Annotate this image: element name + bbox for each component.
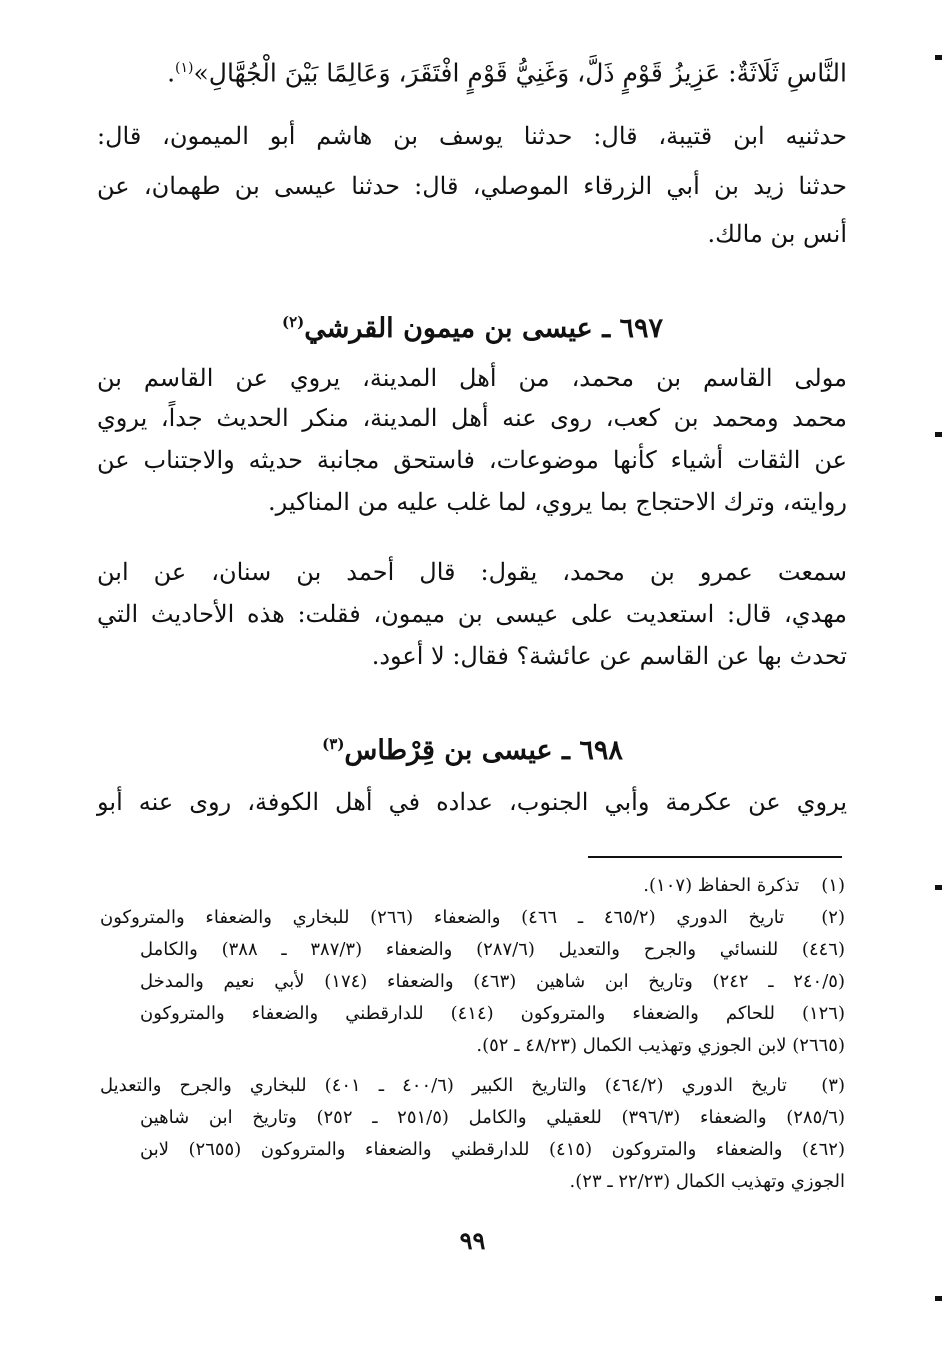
footnote-2-number: (٢) <box>821 907 845 928</box>
entry-697-heading <box>0 300 945 351</box>
footnote-1 <box>100 870 845 902</box>
footnote-3-text-1: تاريخ الدوري (٤٦٤/٢) والتاريخ الكبير (٤٠٠/٦ ـ ٤٠١) للبخاري والجرح والتعديل <box>100 1075 787 1096</box>
footnote-2-text-1: تاريخ الدوري (٤٦٥/٢ ـ ٤٦٦) والضعفاء (٢٦٦) للبخاري والضعفاء والمتروكون <box>100 907 785 928</box>
hadith-period: . <box>167 58 176 88</box>
page-number: ٩٩ <box>459 1226 486 1255</box>
entry-697-line-7: تحدث بها عن القاسم عن عائشة؟ فقال: لا أعود. <box>371 642 847 670</box>
entry-697-title: ٦٩٧ ـ عيسى بن ميمون القرشي <box>304 313 664 344</box>
entry-697-line-4: روايته، وترك الاحتجاج بما يروي، لما غلب عليه من المناكير. <box>268 488 847 516</box>
chain-line-3: أنس بن مالك. <box>707 220 847 248</box>
entry-697-line-5: سمعت عمرو بن محمد، يقول: قال أحمد بن سنان، عن ابن <box>97 558 847 586</box>
entry-698-title: ٦٩٨ ـ عيسى بن قِرْطاس <box>344 735 623 766</box>
footnote-2-line-2: (٤٤٦) للنسائي والجرح والتعديل (٢٨٧/٦) والضعفاء (٣٨٧/٣ ـ ٣٨٨) والكامل <box>140 939 846 960</box>
entry-698-footnote-ref: (٣) <box>322 735 345 753</box>
footnote-2-line-1 <box>100 902 845 934</box>
entry-698-line-1: يروي عن عكرمة وأبي الجنوب، عداده في أهل الكوفة، روى عنه أبو <box>97 788 848 816</box>
footnote-3-line-1 <box>100 1070 845 1102</box>
entry-697-line-3: عن الثقات أشياء كأنها موضوعات، فاستحق مجانبة حديثه والاجتناب عن <box>97 446 847 474</box>
footnote-3-line-2: (٢٨٥/٦) والضعفاء (٣٩٦/٣) للعقيلي والكامل (٢٥١/٥ ـ ٢٥٢) وتاريخ ابن شاهين <box>140 1107 846 1128</box>
footnote-3-line-4: الجوزي وتهذيب الكمال (٢٢/٢٣ ـ ٢٣). <box>569 1171 845 1192</box>
entry-697-line-2: محمد ومحمد بن كعب، روى عنه أهل المدينة، منكر الحديث جداً، يروي <box>97 404 847 432</box>
chain-line-2: حدثنا زيد بن أبي الزرقاء الموصلي، قال: حدثنا عيسى بن طهمان، عن <box>97 172 847 200</box>
footnote-1-number: (١) <box>821 875 845 896</box>
scan-edge-mark <box>935 55 942 60</box>
scan-edge-mark <box>935 1296 942 1301</box>
hadith-quote: النَّاسِ ثَلَاثَةٌ: عَزِيزُ قَوْمٍ ذَلَّ، وَغَنِيُّ قَوْمٍ افْتَقَرَ، وَعَالِمًا بَيْنَ الْجُهَّالِ» <box>193 58 847 88</box>
hadith-footnote-ref: (١) <box>175 60 194 76</box>
entry-697-line-6: مهدي، قال: استعديت على عيسى بن ميمون، فقلت: هذه الأحاديث التي <box>97 600 847 628</box>
footnote-separator <box>588 856 842 858</box>
entry-697-line-1: مولى القاسم بن محمد، من أهل المدينة، يروي عن القاسم بن <box>97 364 847 392</box>
footnote-3-line-3: (٤٦٢) والضعفاء والمتروكون (٤١٥) للدارقطني والضعفاء والمتروكون (٢٦٥٥) لابن <box>140 1139 846 1160</box>
entry-697-footnote-ref: (٢) <box>281 313 305 331</box>
chain-line-1: حدثنيه ابن قتيبة، قال: حدثنا يوسف بن هاشم أبو الميمون، قال: <box>97 122 847 150</box>
footnote-2-line-5: (٢٦٦٥) لابن الجوزي وتهذيب الكمال (٤٨/٢٣ ـ ٥٢). <box>476 1035 845 1056</box>
scan-edge-mark <box>935 432 942 437</box>
footnote-2-line-3: (٢٤٠/٥ ـ ٢٤٢) وتاريخ ابن شاهين (٤٦٣) والضعفاء (١٧٤) لأبي نعيم والمدخل <box>140 971 845 992</box>
footnote-1-text: تذكرة الحفاظ (١٠٧). <box>643 875 800 896</box>
footnote-2-line-4: (١٢٦) للحاكم والضعفاء والمتروكون (٤١٤) للدارقطني والضعفاء والمتروكون <box>140 1003 846 1024</box>
entry-698-heading <box>0 722 945 773</box>
scan-edge-mark <box>935 885 942 890</box>
footnote-3-number: (٣) <box>821 1075 845 1096</box>
hadith-text <box>97 48 847 88</box>
